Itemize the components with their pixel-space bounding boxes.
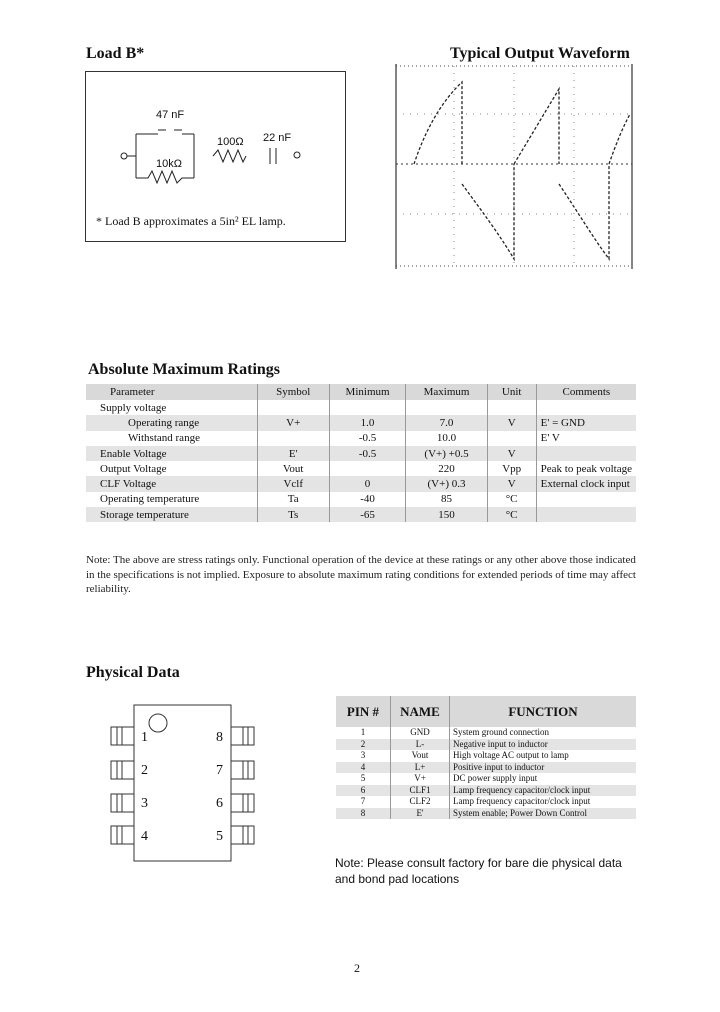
pin-name: GND	[391, 727, 450, 739]
cap2-label: 22 nF	[263, 132, 292, 144]
table-row	[336, 739, 636, 751]
amr-title: Absolute Maximum Ratings	[88, 361, 281, 378]
physical-note-line2: and bond pad locations	[335, 872, 460, 886]
res1-label: 10kΩ	[156, 158, 182, 170]
pin-function: System enable; Power Down Control	[450, 808, 637, 820]
amr-min: -65	[329, 507, 406, 522]
pin-label: 4	[141, 829, 148, 844]
pin-num: 2	[336, 739, 391, 751]
table-row	[86, 446, 636, 461]
amr-min: -40	[329, 492, 406, 507]
amr-symbol	[257, 431, 329, 446]
pin-name: Vout	[391, 750, 450, 762]
pin-header-function: FUNCTION	[450, 696, 637, 727]
amr-max: 150	[406, 507, 487, 522]
pin-label: 7	[216, 763, 223, 778]
physical-note	[335, 855, 622, 887]
amr-max: 220	[406, 461, 487, 476]
amr-comment: Peak to peak voltage	[540, 462, 632, 475]
amr-header-unit: Unit	[487, 384, 536, 400]
amr-comment	[536, 507, 636, 522]
pin-name: L-	[391, 739, 450, 751]
pin-table	[336, 696, 636, 819]
res2-label: 100Ω	[217, 136, 244, 148]
amr-note: Note: The above are stress ratings only. Functional operation of the device at these ratings or any other above those indicated in the specifications is not implied. Exposure to absolute maximum rating conditions for extended periods of time may affect reliability.	[86, 554, 636, 595]
amr-param: Storage temperature	[86, 507, 257, 522]
pin-function: High voltage AC output to lamp	[453, 750, 569, 761]
amr-comment	[536, 400, 636, 415]
table-row	[86, 507, 636, 522]
amr-comment: External clock input	[536, 476, 636, 491]
amr-symbol: V+	[257, 415, 329, 430]
amr-max	[406, 400, 487, 415]
physical-title: Physical Data	[86, 664, 180, 681]
amr-comment	[536, 446, 636, 461]
amr-symbol: Ts	[257, 507, 329, 522]
amr-min: -0.5	[329, 446, 406, 461]
table-row	[86, 492, 636, 507]
amr-max: (V+) 0.3	[406, 476, 487, 491]
amr-symbol	[257, 400, 329, 415]
amr-min: 1.0	[329, 415, 406, 430]
cap1-label: 47 nF	[156, 109, 185, 121]
amr-unit: °C	[487, 492, 536, 507]
amr-comment: E' = GND	[536, 415, 636, 430]
ic-package-outline	[108, 703, 263, 863]
pin-table-wrap	[336, 696, 636, 819]
pin-label: 1	[141, 730, 148, 745]
physical-note-line1: Note: Please consult factory for bare die physical data	[335, 856, 622, 870]
pin-label: 2	[141, 763, 148, 778]
amr-unit: Vpp	[487, 461, 536, 476]
amr-param: Enable Voltage	[86, 446, 257, 461]
amr-min: 0	[329, 476, 406, 491]
amr-table-wrap	[86, 384, 636, 522]
pin-name: CLF1	[391, 785, 450, 797]
table-row	[86, 415, 636, 430]
pin-name: L+	[391, 762, 450, 774]
amr-comment: E' V	[540, 432, 560, 445]
pin-label: 8	[216, 730, 223, 745]
amr-max: 7.0	[406, 415, 487, 430]
table-row	[86, 431, 636, 446]
table-row	[336, 785, 636, 797]
pin-num: 3	[336, 750, 391, 762]
table-row	[336, 773, 636, 785]
amr-unit: V	[487, 446, 536, 461]
page-number: 2	[354, 961, 360, 975]
table-row	[336, 808, 636, 820]
pin-label: 6	[216, 796, 223, 811]
amr-unit: V	[487, 415, 536, 430]
pin-num: 7	[336, 796, 391, 808]
load-b-title: Load B*	[86, 45, 145, 62]
pin-num: 6	[336, 785, 391, 797]
amr-header-comments: Comments	[536, 384, 636, 400]
amr-max: 85	[406, 492, 487, 507]
load-b-box	[85, 71, 346, 242]
amr-unit: °C	[487, 507, 536, 522]
pin-num: 1	[336, 727, 391, 739]
table-row	[336, 796, 636, 808]
amr-max: 10.0	[406, 431, 487, 446]
table-row	[336, 750, 636, 762]
pin-function: System ground connection	[453, 727, 549, 738]
table-row	[86, 400, 636, 415]
amr-header-parameter: Parameter	[86, 384, 257, 400]
pin-num: 5	[336, 773, 391, 785]
waveform-title: Typical Output Waveform	[450, 45, 630, 62]
amr-param: Operating temperature	[86, 492, 257, 507]
load-b-footnote: * Load B approximates a 5in² EL lamp.	[96, 214, 286, 228]
pin-header-num: PIN #	[336, 696, 391, 727]
amr-param: Supply voltage	[86, 400, 257, 415]
amr-param: Output Voltage	[86, 461, 257, 476]
amr-unit: V	[487, 476, 536, 491]
pin-label: 5	[216, 829, 223, 844]
pin-function: DC power supply input	[453, 773, 538, 784]
amr-unit	[487, 400, 536, 415]
amr-comment	[536, 492, 636, 507]
pin-label: 3	[141, 796, 148, 811]
amr-symbol: Ta	[257, 492, 329, 507]
amr-param: Operating range	[86, 415, 257, 430]
pin-num: 8	[336, 808, 391, 820]
waveform-plot	[394, 64, 634, 269]
amr-header-symbol: Symbol	[257, 384, 329, 400]
amr-param: Withstand range	[86, 431, 257, 446]
pin-name: E'	[391, 808, 450, 820]
amr-header-maximum: Maximum	[406, 384, 487, 400]
amr-min: -0.5	[329, 431, 406, 446]
table-row	[336, 762, 636, 774]
table-row	[86, 476, 636, 491]
amr-unit	[487, 431, 536, 446]
ic-package-diagram	[108, 703, 263, 863]
pin-header-name: NAME	[391, 696, 450, 727]
pin-name: V+	[391, 773, 450, 785]
amr-symbol: Vout	[257, 461, 329, 476]
amr-max: (V+) +0.5	[406, 446, 487, 461]
amr-param: CLF Voltage	[86, 476, 257, 491]
pin-function: Positive input to inductor	[450, 762, 637, 774]
amr-symbol: E'	[257, 446, 329, 461]
amr-symbol: Vclf	[257, 476, 329, 491]
table-row	[86, 461, 636, 476]
pin-function: Lamp frequency capacitor/clock input	[450, 785, 637, 797]
amr-min	[329, 400, 406, 415]
pin-function: Lamp frequency capacitor/clock input	[453, 796, 591, 807]
pin-function: Negative input to inductor	[450, 739, 637, 751]
amr-table	[86, 384, 636, 522]
amr-min	[329, 461, 406, 476]
pin-num: 4	[336, 762, 391, 774]
pin-name: CLF2	[391, 796, 450, 808]
amr-header-minimum: Minimum	[329, 384, 406, 400]
table-row	[336, 727, 636, 739]
